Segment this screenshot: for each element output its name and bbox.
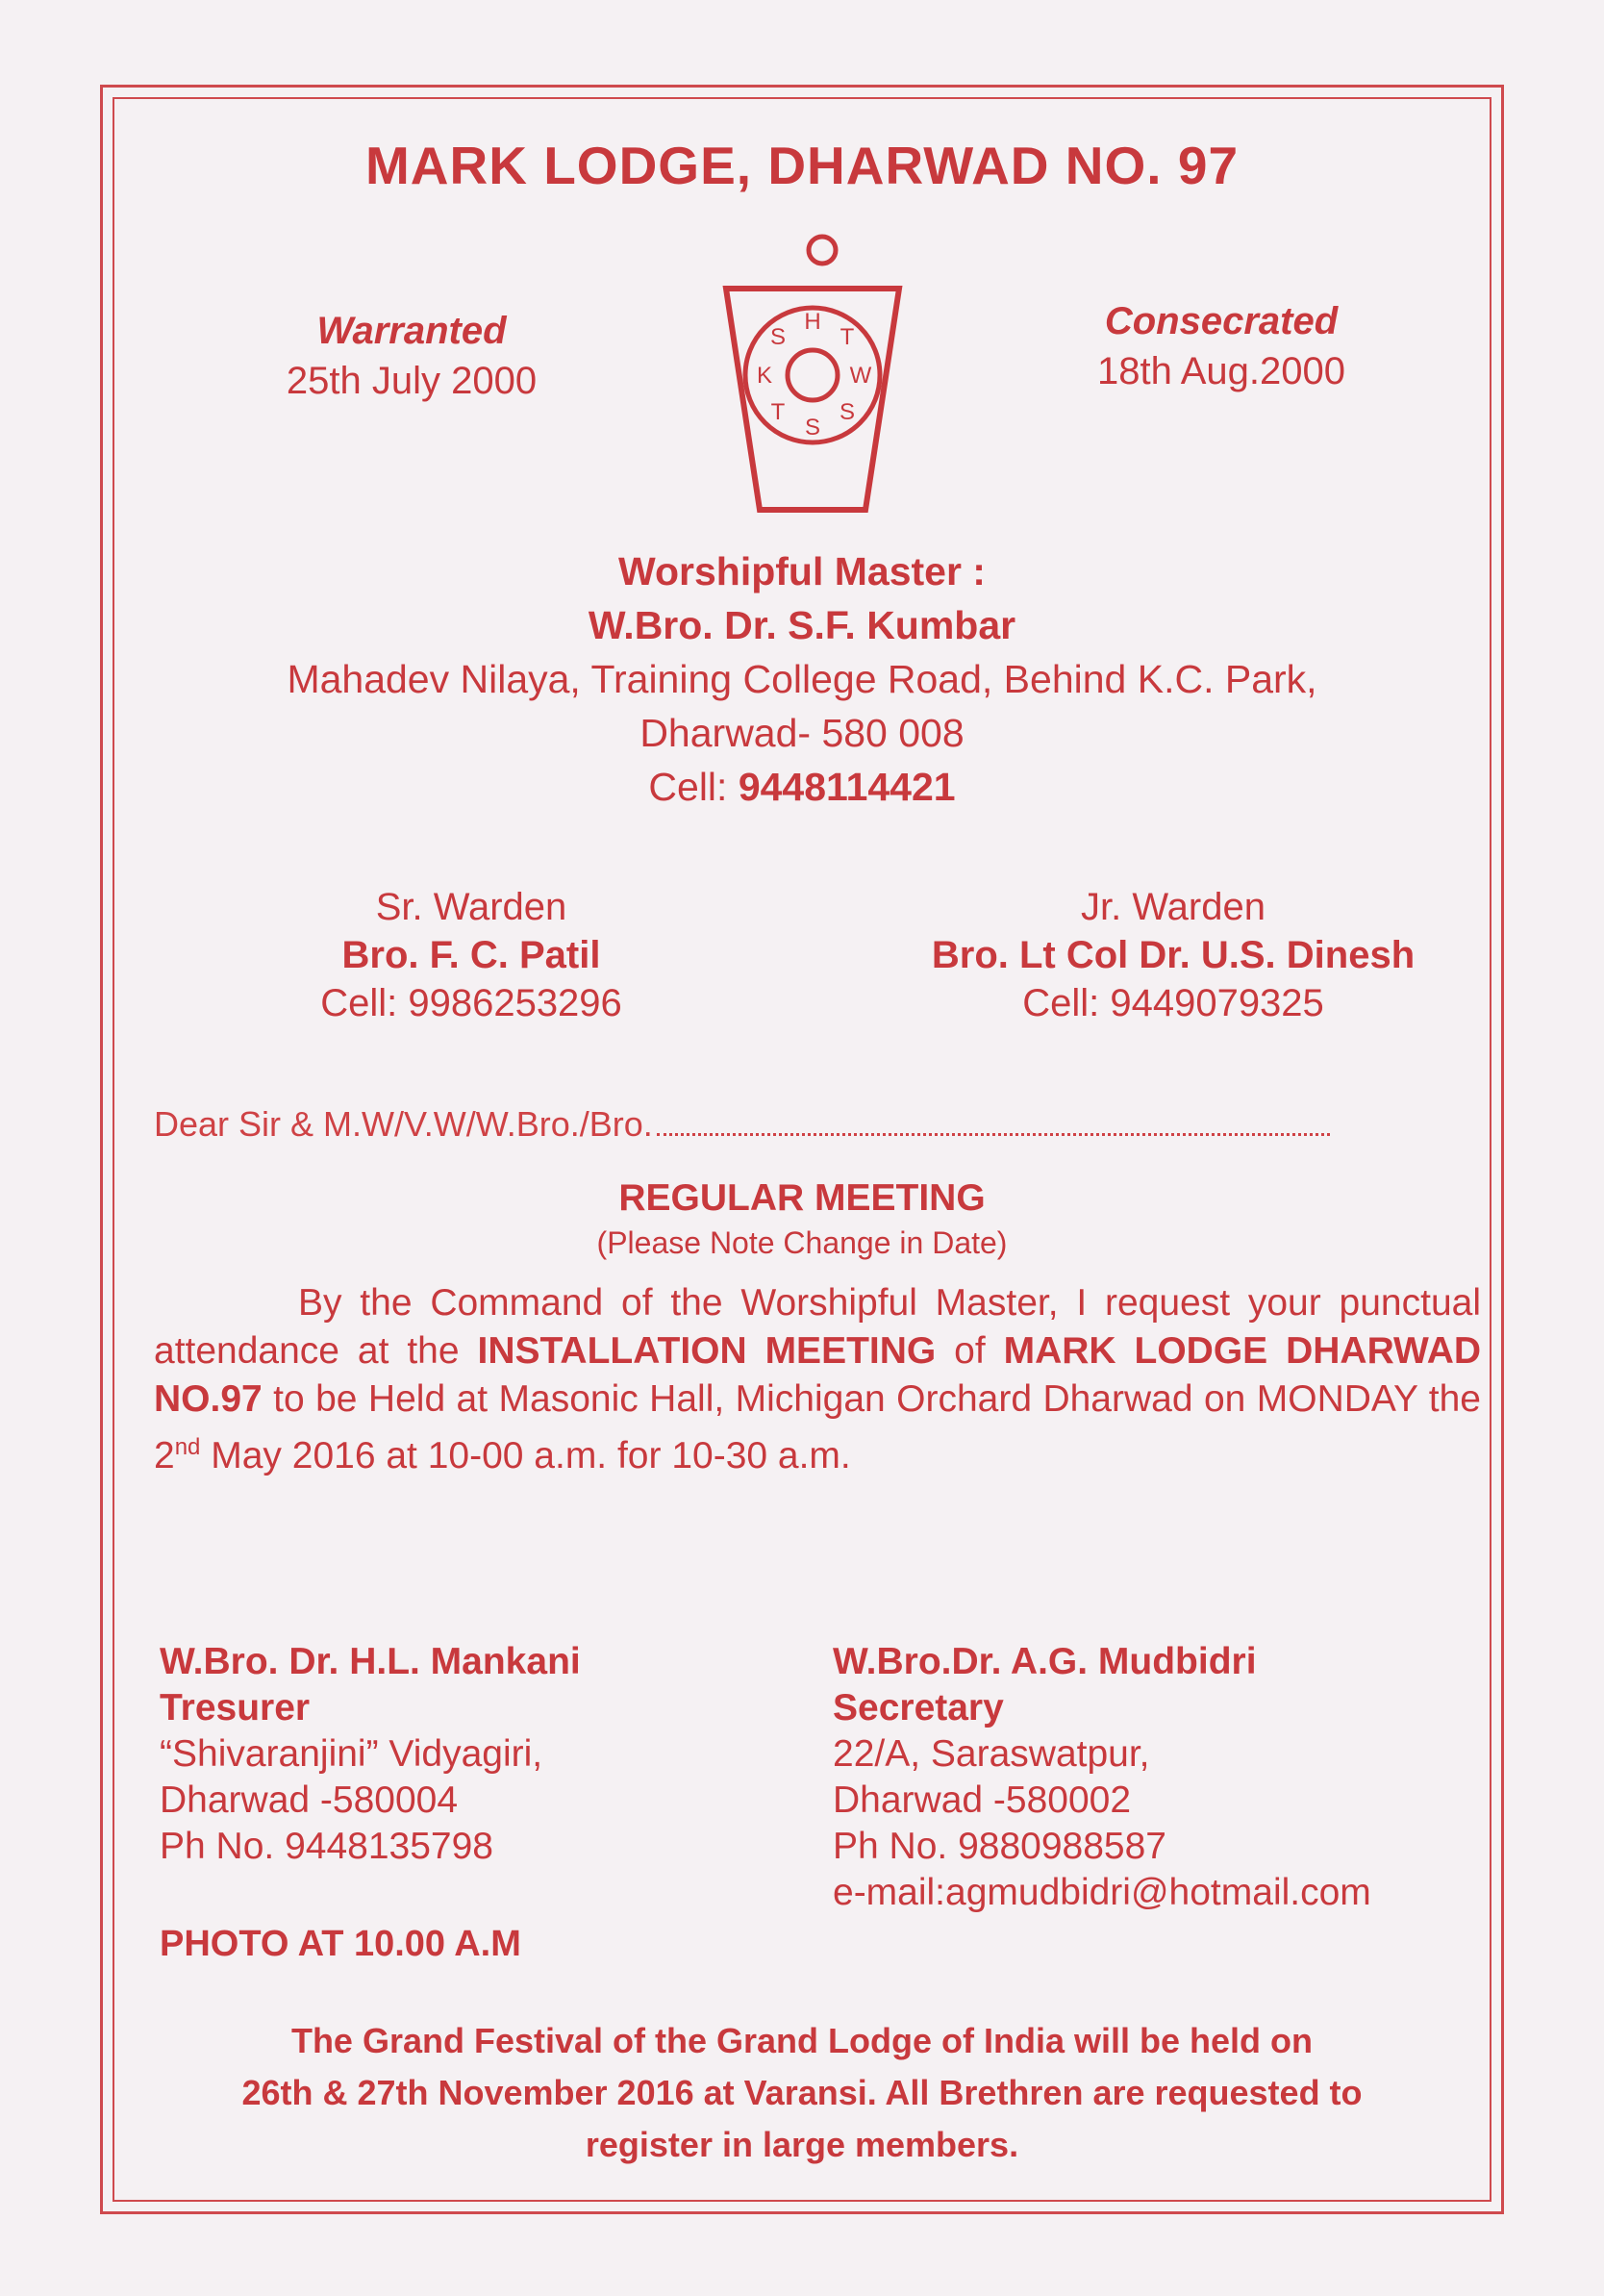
senior-warden-title: Sr. Warden [375, 886, 567, 928]
warranted-label: Warranted [316, 310, 507, 352]
senior-warden-block [260, 883, 683, 1027]
footer-line-3: register in large members. [585, 2125, 1019, 2164]
secretary-block [833, 1639, 1487, 1916]
body-text-4: May 2016 at 10-00 a.m. for 10-30 a.m. [200, 1435, 851, 1476]
worshipful-master-block [0, 544, 1604, 814]
emblem-letter: S [839, 399, 856, 425]
body-text-3: to be Held at Masonic Hall, Michigan Orchard Dharwad on MONDAY the 2 [154, 1378, 1481, 1476]
secretary-role: Secretary [833, 1687, 1004, 1728]
senior-warden-name: Bro. F. C. Patil [341, 934, 601, 976]
consecrated-label: Consecrated [1104, 300, 1339, 342]
consecrated-block [1048, 296, 1394, 396]
emblem-letter: T [770, 399, 786, 425]
meeting-subheading: (Please Note Change in Date) [596, 1225, 1008, 1260]
cell-number: 9448114421 [738, 765, 956, 809]
treasurer-phone: Ph No. 9448135798 [160, 1826, 493, 1867]
meeting-heading: REGULAR MEETING [618, 1177, 986, 1219]
dotted-fill [657, 1133, 1330, 1136]
secretary-phone: Ph No. 9880988587 [833, 1826, 1166, 1867]
mark-keystone-emblem [707, 231, 909, 519]
junior-warden-block [865, 883, 1481, 1027]
junior-warden-title: Jr. Warden [1081, 886, 1266, 928]
treasurer-role: Tresurer [160, 1687, 311, 1728]
worshipful-master-name: W.Bro. Dr. S.F. Kumbar [588, 603, 1016, 647]
senior-warden-cell: Cell: 9986253296 [320, 982, 622, 1024]
consecrated-date: 18th Aug.2000 [1096, 350, 1346, 392]
emblem-letter: T [840, 324, 855, 350]
date-suffix: nd [174, 1434, 201, 1460]
emblem-letter: S [804, 415, 821, 441]
warranted-date: 25th July 2000 [286, 360, 538, 402]
emblem-letter: K [756, 363, 773, 389]
footer-line-1: The Grand Festival of the Grand Lodge of India will be held on [290, 2021, 1314, 2060]
lodge-name: MARK LODGE DHARWAD NO.97 [154, 1330, 1482, 1420]
secretary-address-1: 22/A, Saraswatpur, [833, 1733, 1150, 1775]
page-title: MARK LODGE, DHARWAD NO. 97 [364, 136, 1240, 195]
emblem-letter: H [804, 309, 821, 335]
worshipful-master-heading: Worshipful Master : [618, 549, 986, 593]
installation-meeting: INSTALLATION MEETING [477, 1330, 937, 1372]
photo-note: PHOTO AT 10.00 A.M [160, 1924, 521, 1964]
meeting-body [154, 1279, 1481, 1480]
body-text-2: of [936, 1330, 1004, 1372]
footer-notice [154, 2015, 1450, 2171]
treasurer-block [160, 1639, 775, 1870]
secretary-address-2: Dharwad -580002 [833, 1779, 1132, 1821]
salutation: Dear Sir & M.W/V.W/W.Bro./Bro. [154, 1104, 653, 1144]
junior-warden-cell: Cell: 9449079325 [1022, 982, 1324, 1024]
warranted-block [238, 306, 585, 406]
treasurer-address-2: Dharwad -580004 [160, 1779, 459, 1821]
treasurer-address-1: “Shivaranjini” Vidyagiri, [160, 1733, 543, 1775]
emblem-letter: W [849, 363, 872, 389]
secretary-name: W.Bro.Dr. A.G. Mudbidri [833, 1641, 1257, 1682]
worshipful-master-address-1: Mahadev Nilaya, Training College Road, Behind K.C. Park, [287, 657, 1317, 701]
junior-warden-name: Bro. Lt Col Dr. U.S. Dinesh [931, 934, 1416, 976]
emblem-letter: S [769, 324, 787, 350]
cell-label: Cell: [648, 765, 739, 809]
salutation-line [154, 1104, 1462, 1145]
meeting-heading-block [0, 1177, 1604, 1261]
worshipful-master-address-2: Dharwad- 580 008 [639, 711, 965, 755]
body-text-1: By the Command of the Worshipful Master, I request your punctual attendance at the [154, 1282, 1481, 1372]
worshipful-master-cell [0, 760, 1604, 814]
secretary-email: e-mail:agmudbidri@hotmail.com [833, 1872, 1371, 1913]
treasurer-name: W.Bro. Dr. H.L. Mankani [160, 1641, 581, 1682]
footer-line-2: 26th & 27th November 2016 at Varansi. All Brethren are requested to [241, 2073, 1363, 2112]
